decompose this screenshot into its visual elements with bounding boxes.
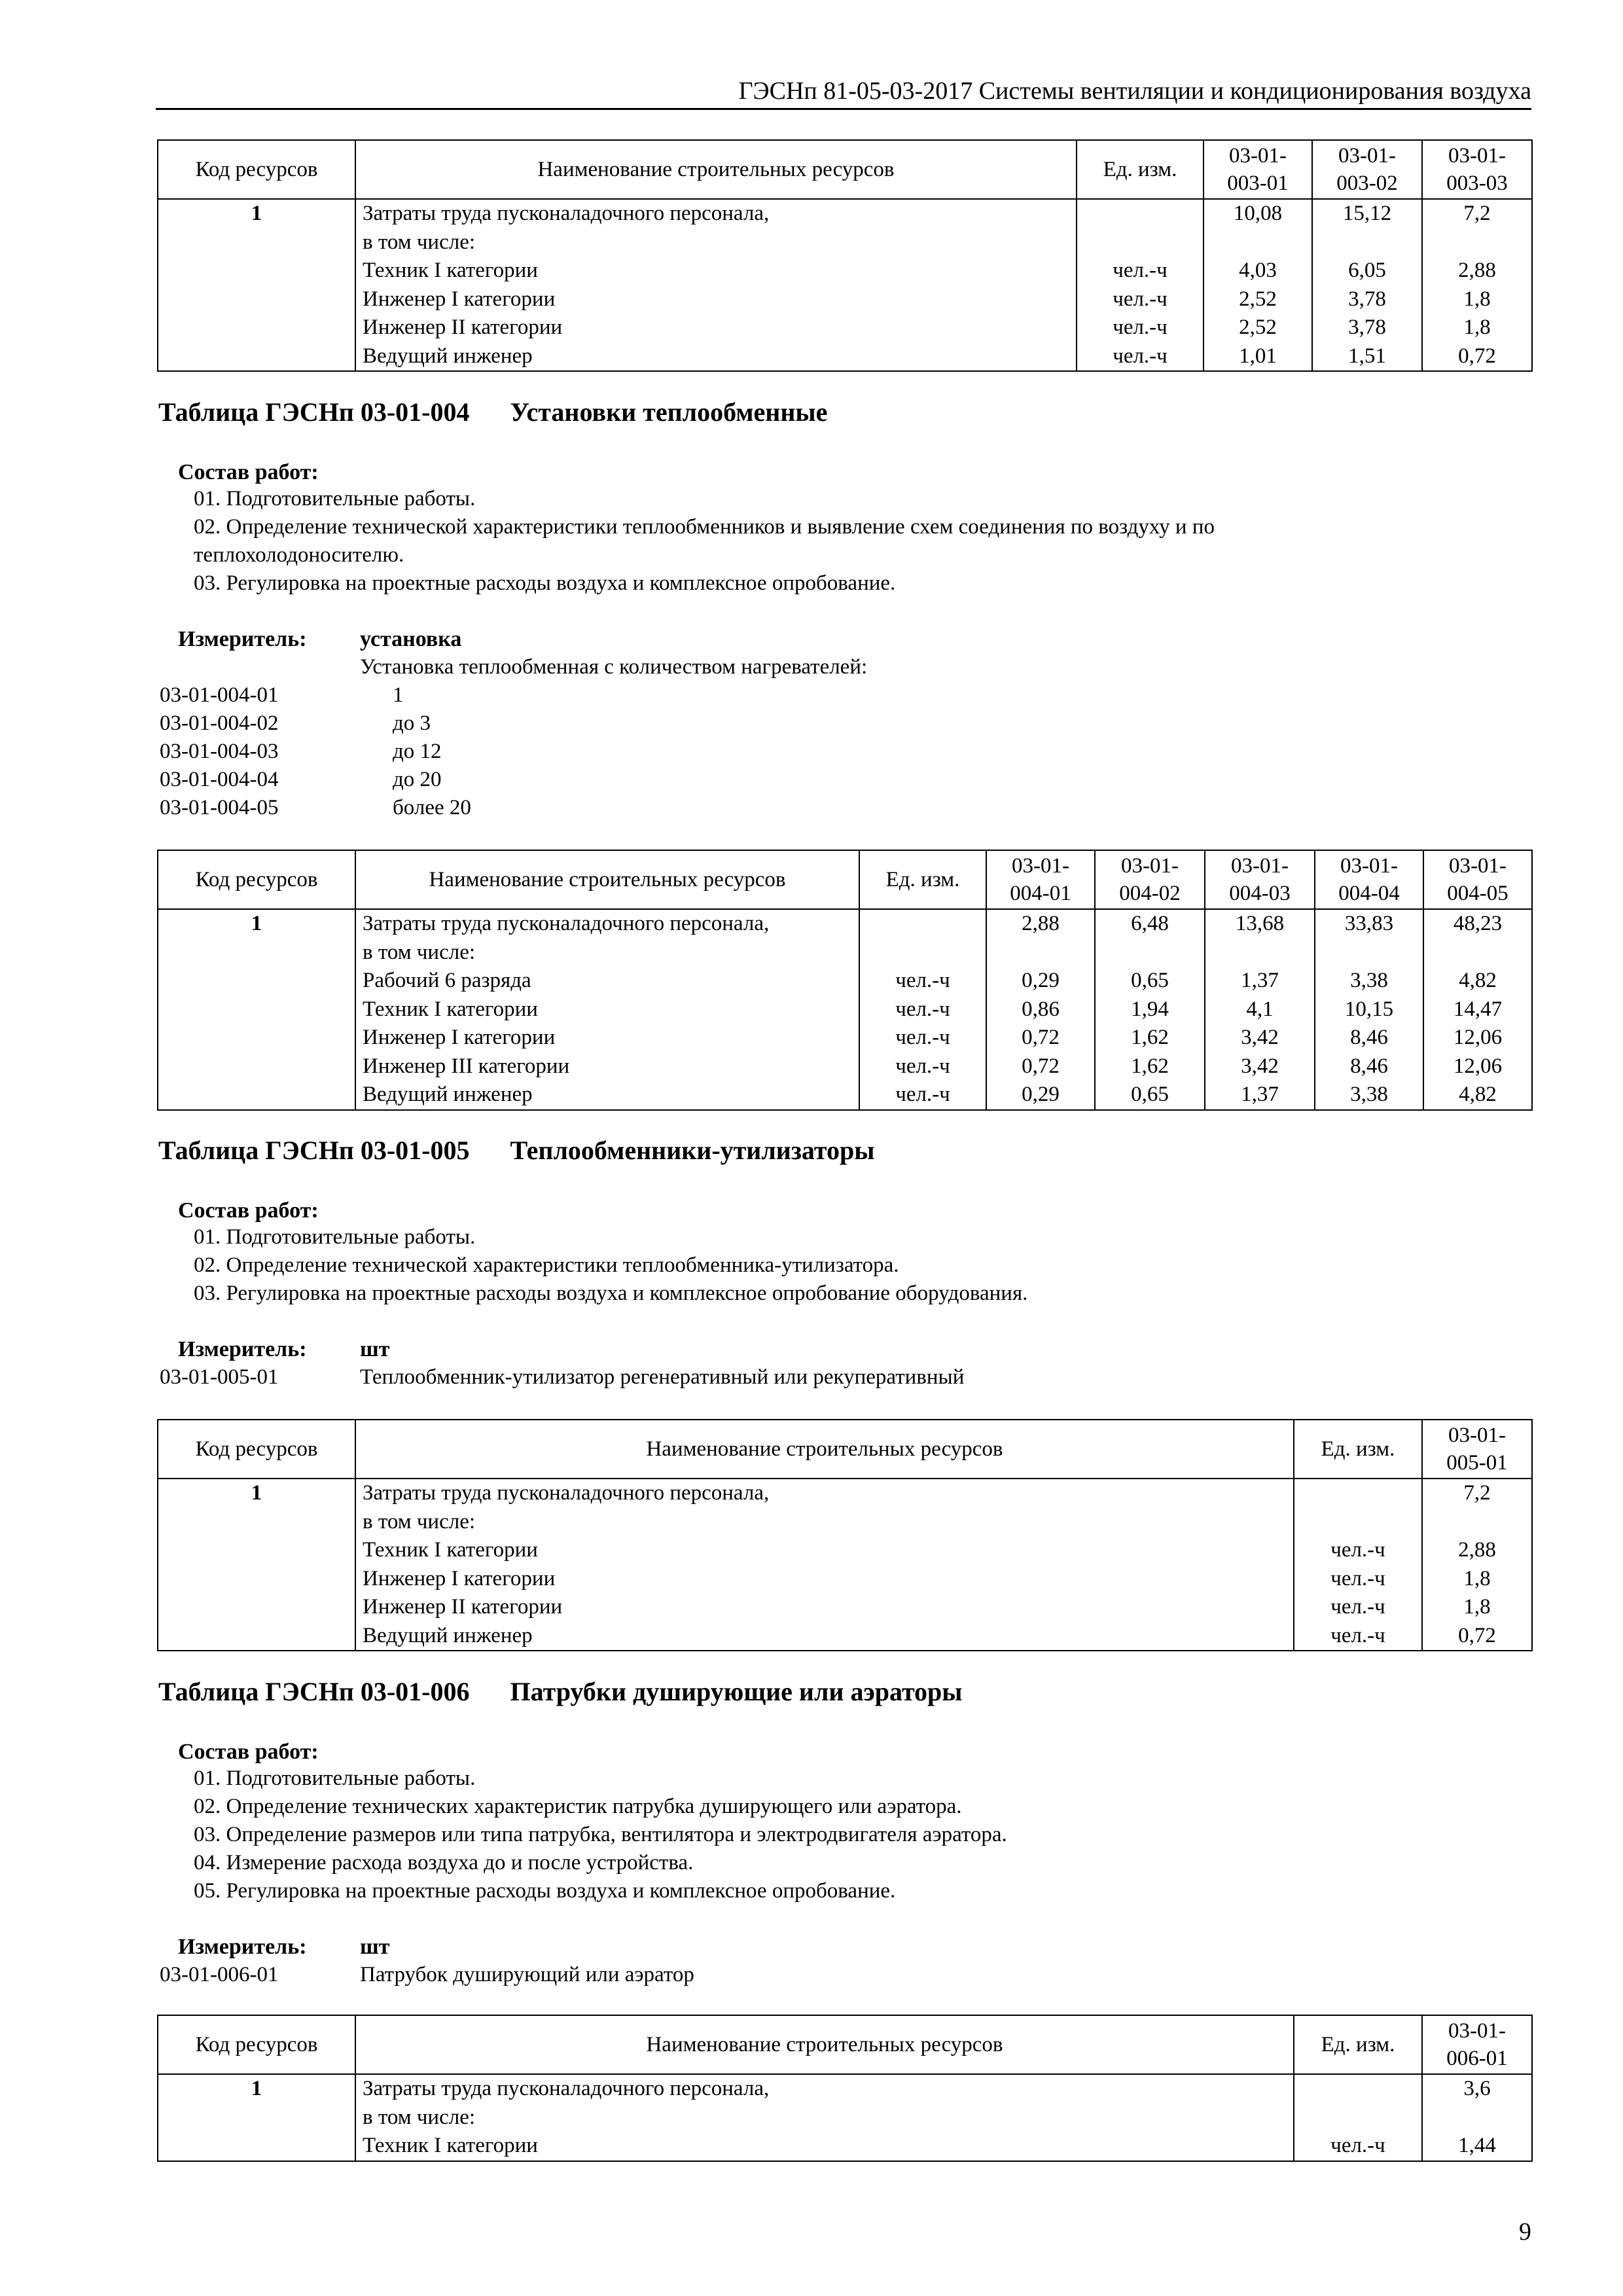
norm-value: 1,8	[1463, 1595, 1491, 1619]
resource-table-006	[157, 2015, 1533, 2162]
resource-code: 1	[251, 1481, 262, 1505]
norm-value	[1212, 939, 1308, 967]
col-header-norm	[986, 850, 1095, 909]
resource-name: Инженер I категории	[363, 287, 556, 311]
col-header-norm	[1312, 140, 1422, 199]
norm-value: 7,2	[1463, 202, 1491, 225]
norm-value	[1102, 939, 1198, 967]
table-title-name: Теплообменники-утилизаторы	[510, 1136, 875, 1165]
work-item: 05. Регулировка на проектные расходы воздуха и комплексное опробование.	[194, 1879, 896, 1903]
norm-value: 3,6	[1463, 2077, 1491, 2100]
norm-value	[993, 939, 1088, 967]
resource-table-004	[157, 850, 1533, 1111]
resource-name: Техник I категории	[363, 1538, 538, 1562]
resource-name-cell	[355, 2074, 1294, 2161]
norm-value-cell	[1205, 909, 1315, 1110]
meter-label: Измеритель:	[178, 1935, 307, 1959]
work-item: 01. Подготовительные работы.	[194, 487, 476, 511]
work-item: 02. Определение технической характеристики теплообменников и выявление схем соединения по воздуху и по	[194, 515, 1215, 539]
norm-value	[1211, 228, 1305, 257]
norm-value: 0,65	[1131, 1083, 1169, 1106]
col-header-line: 004-04	[1338, 882, 1400, 905]
norm-value	[1429, 228, 1525, 257]
norm-value: 6,05	[1348, 259, 1386, 282]
norm-value-cell	[1422, 2074, 1532, 2161]
resource-name: Ведущий инженер	[363, 1623, 533, 1647]
col-header-line: 03-01-	[1448, 1424, 1506, 1447]
resource-unit	[1301, 2104, 1415, 2132]
norm-value: 4,82	[1459, 969, 1497, 992]
meter-description: Установка теплообменная с количеством нагревателей:	[360, 655, 868, 679]
meter-unit: установка	[360, 627, 462, 651]
norm-value: 14,47	[1453, 997, 1503, 1021]
resource-unit: чел.-ч	[1330, 1566, 1385, 1590]
norm-value: до 20	[393, 768, 442, 791]
col-header-line: 003-01	[1227, 171, 1289, 195]
norm-value: 2,88	[1458, 1538, 1496, 1562]
resource-unit: чел.-ч	[895, 1083, 950, 1106]
norm-value-cell	[1204, 199, 1312, 371]
resource-name: Техник I категории	[363, 259, 538, 282]
norm-value	[1431, 939, 1525, 967]
composition-heading: Состав работ:	[178, 1740, 319, 1764]
col-header-line: 03-01-	[1448, 2019, 1506, 2043]
norm-value-cell	[1422, 1479, 1532, 1651]
resource-name-cell	[355, 1479, 1294, 1651]
col-header-norm	[1423, 850, 1532, 909]
norm-value: 15,12	[1342, 202, 1392, 225]
table-title-005	[158, 1134, 874, 1167]
norm-value: 2,52	[1239, 287, 1277, 311]
resource-code-cell	[158, 2074, 355, 2161]
work-item: теплохолодоносителю.	[194, 543, 404, 567]
col-header-line: 004-01	[1010, 882, 1071, 905]
work-item: 04. Измерение расхода воздуха до и после устройства.	[194, 1851, 694, 1874]
resource-unit: чел.-ч	[1113, 259, 1168, 282]
resource-code: 1	[251, 912, 262, 935]
resource-unit: чел.-ч	[895, 1054, 950, 1078]
col-header-line: 03-01-	[1012, 854, 1069, 878]
col-header-line: 003-02	[1336, 171, 1398, 195]
col-header-line: 03-01-	[1449, 854, 1507, 878]
table-row	[158, 2074, 1532, 2161]
meter-label: Измеритель:	[178, 1337, 307, 1361]
norm-value: 0,29	[1022, 1083, 1060, 1106]
work-item: 03. Регулировка на проектные расходы воздуха и комплексное опробование.	[194, 571, 896, 595]
resource-name: Инженер II категории	[363, 315, 563, 339]
resource-unit: чел.-ч	[895, 997, 950, 1021]
norm-value: 48,23	[1453, 912, 1503, 935]
norm-value: 4,03	[1239, 259, 1277, 282]
col-header-norm	[1422, 140, 1532, 199]
norm-value: 10,15	[1344, 997, 1394, 1021]
col-header-norm	[1422, 1420, 1532, 1479]
resource-unit-cell	[1077, 199, 1204, 371]
norm-value	[1429, 2104, 1525, 2132]
norm-value: 0,86	[1022, 997, 1060, 1021]
norm-value: 0,65	[1131, 969, 1169, 992]
composition-heading: Состав работ:	[178, 1198, 319, 1223]
col-header-line: 03-01-	[1121, 854, 1179, 878]
resource-name: Затраты труда пусконаладочного персонала,	[363, 202, 770, 225]
norm-value: 0,72	[1458, 344, 1496, 368]
norm-value: 3,38	[1350, 969, 1388, 992]
table-row	[158, 909, 1532, 1110]
norm-code: 03-01-004-01	[160, 683, 279, 707]
col-header-code: Код ресурсов	[158, 2015, 355, 2074]
col-header-line: 004-02	[1119, 882, 1181, 905]
norm-code: 03-01-004-05	[160, 796, 279, 819]
table-title-004	[158, 396, 827, 429]
col-header-name: Наименование строительных ресурсов	[355, 1420, 1294, 1479]
composition-heading: Состав работ:	[178, 460, 319, 484]
resource-unit	[1084, 228, 1196, 257]
resource-unit	[866, 910, 979, 939]
norm-description: Теплообменник-утилизатор регенеративный или рекуперативный	[360, 1365, 965, 1389]
norm-code: 03-01-004-03	[160, 740, 279, 763]
norm-value: 4,82	[1459, 1083, 1497, 1106]
running-header: ГЭСНп 81-05-03-2017 Системы вентиляции и кондиционирования воздуха	[738, 77, 1531, 105]
norm-value-cell	[1422, 199, 1532, 371]
col-header-name: Наименование строительных ресурсов	[355, 850, 859, 909]
norm-description: Патрубок душирующий или аэратор	[360, 1963, 694, 1986]
resource-name: Инженер III категории	[363, 1054, 570, 1078]
col-header-unit: Ед. изм.	[1077, 140, 1204, 199]
norm-value	[1319, 228, 1415, 257]
resource-name: в том числе:	[363, 2105, 476, 2129]
col-header-line: 004-03	[1229, 882, 1291, 905]
norm-value: 1,37	[1241, 1083, 1279, 1106]
resource-name: Инженер I категории	[363, 1026, 556, 1049]
norm-value: 2,52	[1239, 315, 1277, 339]
col-header-unit: Ед. изм.	[859, 850, 986, 909]
resource-code-cell	[158, 909, 355, 1110]
table-title-code: Таблица ГЭСНп 03-01-006	[158, 1677, 470, 1706]
resource-unit	[1301, 2075, 1415, 2104]
resource-name: в том числе:	[363, 1509, 476, 1534]
resource-unit	[1084, 200, 1196, 228]
norm-value: 1,37	[1241, 969, 1279, 992]
resource-name: Затраты труда пусконаладочного персонала,	[363, 2077, 770, 2100]
header-rule	[156, 108, 1531, 110]
norm-value: 1,44	[1458, 2134, 1496, 2157]
norm-value-cell	[1315, 909, 1423, 1110]
work-item: 01. Подготовительные работы.	[194, 1767, 476, 1790]
resource-code-cell	[158, 199, 355, 371]
table-title-code: Таблица ГЭСНп 03-01-005	[158, 1136, 470, 1165]
norm-value: 10,08	[1233, 202, 1283, 225]
col-header-code: Код ресурсов	[158, 140, 355, 199]
norm-value: 12,06	[1453, 1026, 1503, 1049]
resource-unit: чел.-ч	[895, 1026, 950, 1049]
table-title-006	[158, 1676, 963, 1708]
norm-value: 0,72	[1022, 1054, 1060, 1078]
norm-code: 03-01-005-01	[160, 1365, 279, 1389]
norm-value-cell	[1423, 909, 1532, 1110]
norm-value: 1,94	[1131, 997, 1169, 1021]
norm-value: 2,88	[1022, 912, 1060, 935]
col-header-name: Наименование строительных ресурсов	[355, 140, 1077, 199]
norm-value: 1,01	[1239, 344, 1277, 368]
work-item: 01. Подготовительные работы.	[194, 1225, 476, 1249]
resource-table-005	[157, 1419, 1533, 1651]
col-header-line: 003-03	[1446, 171, 1508, 195]
norm-value: 6,48	[1131, 912, 1169, 935]
norm-value: 13,68	[1235, 912, 1285, 935]
resource-unit-cell	[1294, 2074, 1422, 2161]
norm-value: 1,62	[1131, 1054, 1169, 1078]
work-item: 03. Регулировка на проектные расходы воздуха и комплексное опробование оборудования.	[194, 1282, 1028, 1305]
col-header-norm	[1095, 850, 1205, 909]
resource-name: Инженер I категории	[363, 1566, 556, 1590]
table-title-name: Патрубки душирующие или аэраторы	[510, 1677, 963, 1706]
resource-name: Ведущий инженер	[363, 1083, 533, 1106]
meter-label: Измеритель:	[178, 627, 307, 651]
norm-value: 33,83	[1344, 912, 1394, 935]
resource-name-cell	[355, 199, 1077, 371]
col-header-code: Код ресурсов	[158, 1420, 355, 1479]
norm-value: до 12	[393, 740, 442, 763]
table-title-code: Таблица ГЭСНп 03-01-004	[158, 397, 470, 427]
resource-unit	[866, 939, 979, 967]
col-header-norm	[1205, 850, 1315, 909]
col-header-line: 03-01-	[1340, 854, 1398, 878]
norm-value: 1,51	[1348, 344, 1386, 368]
norm-value-cell	[1312, 199, 1422, 371]
resource-unit: чел.-ч	[895, 969, 950, 992]
resource-unit	[1301, 1508, 1415, 1537]
col-header-line: 006-01	[1446, 2047, 1508, 2070]
resource-unit: чел.-ч	[1113, 287, 1168, 311]
norm-value-cell	[986, 909, 1095, 1110]
resource-table-003	[157, 139, 1533, 372]
resource-name-cell	[355, 909, 859, 1110]
norm-value: 0,72	[1022, 1026, 1060, 1049]
norm-value-cell	[1095, 909, 1205, 1110]
resource-unit: чел.-ч	[1113, 344, 1168, 368]
table-row	[158, 199, 1532, 371]
norm-value: 1,62	[1131, 1026, 1169, 1049]
norm-value: более 20	[393, 796, 471, 819]
col-header-line: 004-05	[1447, 882, 1508, 905]
resource-unit: чел.-ч	[1330, 1623, 1385, 1647]
resource-name: Рабочий 6 разряда	[363, 969, 531, 992]
resource-code: 1	[251, 2077, 262, 2100]
norm-value: 3,38	[1350, 1083, 1388, 1106]
resource-name: в том числе:	[363, 230, 476, 254]
resource-unit: чел.-ч	[1330, 2134, 1385, 2157]
work-item: 03. Определение размеров или типа патрубка, вентилятора и электродвигателя аэратора.	[194, 1823, 1007, 1846]
meter-unit: шт	[360, 1337, 390, 1361]
norm-value: 1	[393, 683, 404, 707]
work-item: 02. Определение технических характеристик патрубка душирующего или аэратора.	[194, 1795, 962, 1818]
col-header-line: 03-01-	[1231, 854, 1289, 878]
col-header-line: 005-01	[1446, 1451, 1508, 1475]
col-header-line: 03-01-	[1229, 144, 1287, 168]
norm-value: 3,78	[1348, 315, 1386, 339]
norm-value: 2,88	[1458, 259, 1496, 282]
norm-value: 1,8	[1463, 287, 1491, 311]
norm-value: 7,2	[1463, 1481, 1491, 1505]
norm-value: 3,78	[1348, 287, 1386, 311]
resource-code: 1	[251, 202, 262, 225]
col-header-code: Код ресурсов	[158, 850, 355, 909]
resource-name: Затраты труда пусконаладочного персонала,	[363, 1481, 770, 1505]
work-item: 02. Определение технической характеристики теплообменника-утилизатора.	[194, 1253, 899, 1277]
resource-unit: чел.-ч	[1113, 315, 1168, 339]
norm-value: 12,06	[1453, 1054, 1503, 1078]
col-header-unit: Ед. изм.	[1294, 2015, 1422, 2074]
resource-name: в том числе:	[363, 940, 476, 964]
norm-value: 0,72	[1458, 1623, 1496, 1647]
col-header-line: 03-01-	[1448, 144, 1506, 168]
norm-value: 4,1	[1246, 997, 1274, 1021]
resource-name: Затраты труда пусконаладочного персонала,	[363, 912, 770, 935]
page-number: 9	[1519, 2218, 1531, 2246]
norm-code: 03-01-004-02	[160, 711, 279, 735]
resource-name: Инженер II категории	[363, 1595, 563, 1619]
norm-code: 03-01-006-01	[160, 1963, 279, 1986]
norm-value: 1,8	[1463, 315, 1491, 339]
norm-value: до 3	[393, 711, 431, 735]
col-header-line: 03-01-	[1338, 144, 1396, 168]
resource-name: Техник I категории	[363, 2134, 538, 2157]
norm-value: 0,29	[1022, 969, 1060, 992]
norm-code: 03-01-004-04	[160, 768, 279, 791]
resource-unit: чел.-ч	[1330, 1595, 1385, 1619]
col-header-name: Наименование строительных ресурсов	[355, 2015, 1294, 2074]
col-header-norm	[1204, 140, 1312, 199]
col-header-norm	[1315, 850, 1423, 909]
norm-value	[1322, 939, 1416, 967]
norm-value: 8,46	[1350, 1026, 1388, 1049]
norm-value: 3,42	[1241, 1054, 1279, 1078]
resource-name: Техник I категории	[363, 997, 538, 1021]
norm-value: 3,42	[1241, 1026, 1279, 1049]
norm-value: 1,8	[1463, 1566, 1491, 1590]
table-row	[158, 1479, 1532, 1651]
norm-value	[1429, 1508, 1525, 1537]
norm-value: 8,46	[1350, 1054, 1388, 1078]
resource-code-cell	[158, 1479, 355, 1651]
resource-unit-cell	[1294, 1479, 1422, 1651]
meter-unit: шт	[360, 1935, 390, 1959]
resource-unit-cell	[859, 909, 986, 1110]
col-header-norm	[1422, 2015, 1532, 2074]
col-header-unit: Ед. изм.	[1294, 1420, 1422, 1479]
table-title-name: Установки теплообменные	[510, 397, 828, 427]
resource-unit: чел.-ч	[1330, 1538, 1385, 1562]
resource-unit	[1301, 1479, 1415, 1508]
resource-name: Ведущий инженер	[363, 344, 533, 368]
